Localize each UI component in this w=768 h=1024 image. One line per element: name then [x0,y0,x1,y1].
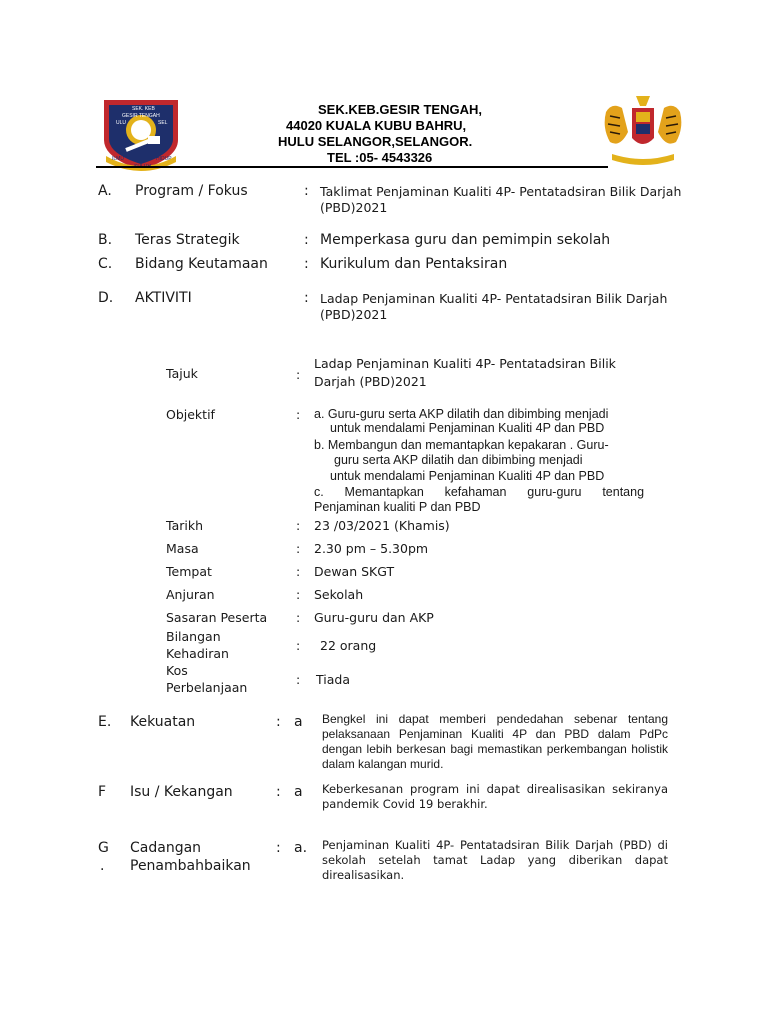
school-crest [100,96,182,172]
objektif-line-c1: c. Memantapkan kefahaman guru-guru tentang [314,485,645,499]
section-a-colon: : [304,183,309,199]
section-e-colon: : [276,714,281,730]
section-d-value-line2: (PBD)2021 [320,307,388,322]
section-e-marker: a [294,714,303,730]
objektif-label: Objektif [166,407,215,422]
bilangan-label-line2: Kehadiran [166,646,229,661]
objektif-line-c2: Penjaminan kualiti P dan PBD [314,500,481,514]
objektif-colon: : [296,407,301,422]
section-f-marker: a [294,784,303,800]
crest-text-name: GESIR TENGAH [122,113,160,119]
tajuk-value-line2: Darjah (PBD)2021 [314,374,427,389]
anjuran-value: Sekolah [314,587,364,602]
section-g-letter-dot: . [100,858,105,874]
section-a-label: Program / Fokus [135,183,248,199]
section-b-colon: : [304,232,309,248]
section-e-text: Bengkel ini dapat memberi pendedahan sebenar tentang pelaksanaan Penjaminan Kualiti 4P dan PBD dalam PdPc dengan lebih berkesan bagi memastikan perkembangan holistik dalam kalangan murid. [322,712,668,771]
anjuran-label: Anjuran [166,587,215,602]
section-g-colon: : [276,840,281,856]
kos-label-line2: Perbelanjaan [166,680,248,695]
bilangan-colon: : [296,638,301,653]
section-g-letter: G [98,840,109,856]
objektif-line-b3: untuk mendalami Penjaminan Kualiti 4P dan PBD [330,469,605,483]
crest-text-ilmu: ILMU [112,156,124,162]
masa-colon: : [296,541,301,556]
tarikh-value: 23 /03/2021 (Khamis) [314,518,450,533]
section-g-text: Penjaminan Kualiti 4P- Pentatadsiran Bilik Darjah (PBD) di sekolah setelah tamat Ladap yang diberikan dapat direalisasikan. [322,838,668,882]
section-b-label: Teras Strategik [135,232,240,248]
sasaran-label: Sasaran Peserta [166,610,268,625]
tajuk-colon: : [296,367,301,382]
crest-text-hidup: HIDUP [156,156,172,162]
kos-label-line1: Kos [166,663,188,678]
objektif-line-a1: a. Guru-guru serta AKP dilatih dan dibimbing menjadi [314,407,609,421]
malaysia-coat-of-arms [598,92,688,170]
masa-value: 2.30 pm – 5.30pm [314,541,429,556]
header-rule [96,166,608,168]
section-f-letter: F [98,784,107,800]
bilangan-value: 22 orang [320,638,377,653]
kos-value: Tiada [316,672,350,687]
sasaran-value: Guru-guru dan AKP [314,610,434,625]
crest-text-ulu: ULU [116,120,127,126]
section-b-letter: B. [98,232,113,248]
school-address-line2: HULU SELANGOR,SELANGOR. [278,134,473,149]
crest-text-sel: SEL [158,120,168,126]
section-a-value-line2: (PBD)2021 [320,200,388,215]
section-c-letter: C. [98,256,113,272]
objektif-line-b1: b. Membangun dan memantapkan kepakaran . Guru- [314,438,609,452]
tajuk-value-line1: Ladap Penjaminan Kualiti 4P- Pentatadsiran Bilik [314,356,616,371]
section-f-label: Isu / Kekangan [130,784,233,800]
kos-colon: : [296,672,301,687]
tajuk-label: Tajuk [166,366,198,381]
section-g-label-line2: Penambahbaikan [130,858,251,874]
section-e-letter: E. [98,714,112,730]
school-name: SEK.KEB.GESIR TENGAH, [318,102,482,117]
masa-label: Masa [166,541,199,556]
bilangan-label-line1: Bilangan [166,629,221,644]
section-c-label: Bidang Keutamaan [135,256,268,272]
tempat-value: Dewan SKGT [314,564,395,579]
section-d-label: AKTIVITI [135,290,192,306]
crest-text-top: SEK. KEB [132,106,155,112]
section-f-text: Keberkesanan program ini dapat direalisasikan sekiranya pandemik Covid 19 berakhir. [322,782,668,811]
tempat-colon: : [296,564,301,579]
section-a-value-line1: Taklimat Penjaminan Kualiti 4P- Pentatadsiran Bilik Darjah [320,184,682,199]
anjuran-colon: : [296,587,301,602]
section-d-value-line1: Ladap Penjaminan Kualiti 4P- Pentatadsiran Bilik Darjah [320,291,668,306]
tarikh-colon: : [296,518,301,533]
section-c-value: Kurikulum dan Pentaksiran [320,256,508,272]
section-f-colon: : [276,784,281,800]
section-a-letter: A. [98,183,112,199]
tempat-label: Tempat [166,564,212,579]
school-phone: TEL :05- 4543326 [327,150,433,165]
section-c-colon: : [304,256,309,272]
section-b-value: Memperkasa guru dan pemimpin sekolah [320,232,611,248]
section-d-letter: D. [98,290,114,306]
section-d-colon: : [304,290,309,306]
tarikh-label: Tarikh [166,518,203,533]
objektif-line-a2: untuk mendalami Penjaminan Kualiti 4P dan PBD [330,421,605,435]
school-address-line1: 44020 KUALA KUBU BAHRU, [286,118,467,133]
section-g-marker: a. [294,840,308,856]
section-g-label-line1: Cadangan [130,840,202,856]
section-e-label: Kekuatan [130,714,196,730]
sasaran-colon: : [296,610,301,625]
objektif-line-b2: guru serta AKP dilatih dan dibimbing menjadi [334,453,583,467]
